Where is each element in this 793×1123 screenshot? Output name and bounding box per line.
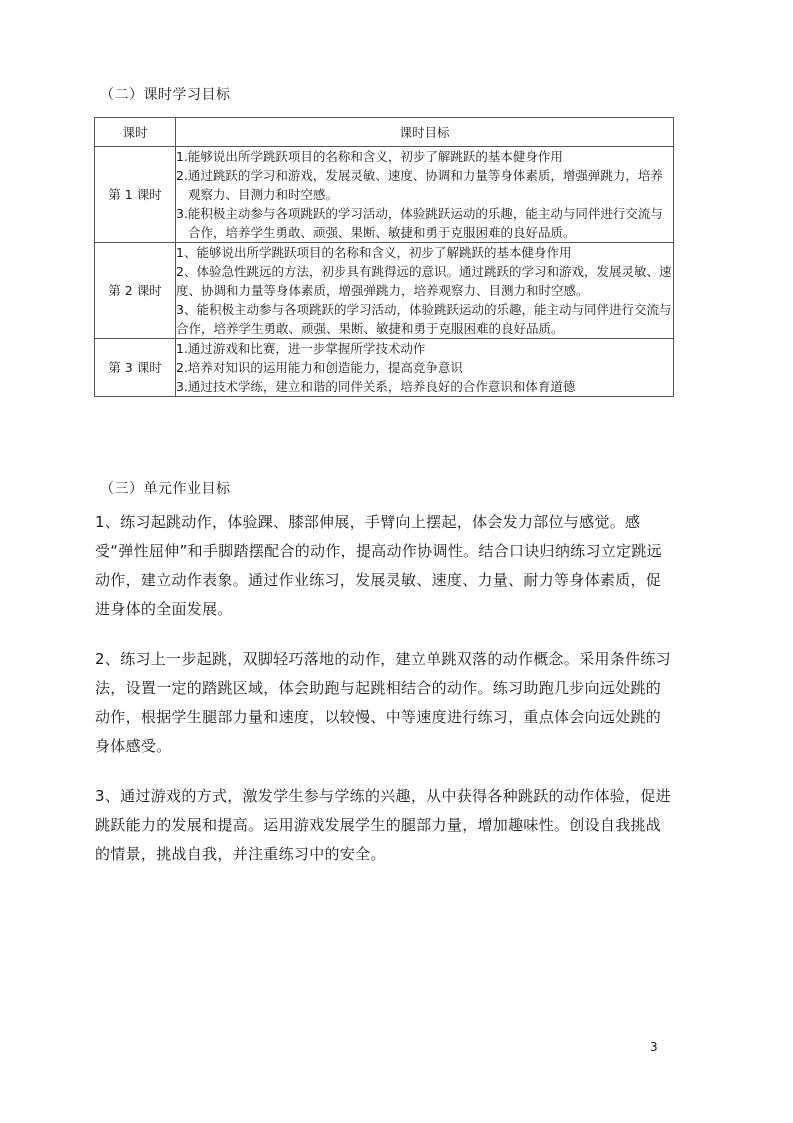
- section-title-homework-goals: （三）单元作业目标: [100, 481, 231, 497]
- goals-cell: [176, 147, 674, 243]
- goal-item: 1、能够说出所学跳跃项目的名称和含义，初步了解跳跃的基本健身作用: [176, 245, 572, 260]
- goal-item: 3.能积极主动参与各项跳跃的学习活动，体验跳跃运动的乐趣，能主动与同伴进行交流与合作，培养学生勇敢、顽强、果断、敏捷和勇于克服困难的良好品质。: [176, 206, 663, 240]
- goal-item: 2.通过跳跃的学习和游戏，发展灵敏、速度、协调和力量等身体素质，增强弹跳力，培养观察力、目测力和时空感。: [176, 168, 663, 202]
- lesson-cell: 第 2 课时: [95, 243, 176, 339]
- lesson-cell: 第 1 课时: [95, 147, 176, 243]
- goal-item: 1.能够说出所学跳跃项目的名称和含义，初步了解跳跃的基本健身作用: [176, 149, 563, 164]
- page-number: 3: [650, 1040, 658, 1054]
- header-goals: 课时目标: [176, 118, 674, 147]
- table-row: [95, 339, 674, 397]
- header-lesson: 课时: [95, 118, 176, 147]
- goal-item: 2、体验急性跳远的方法，初步具有跳得远的意识。通过跳跃的学习和游戏，发展灵敏、速度、协调和力量等身体素质，增强弹跳力，培养观察力、目测力和时空感。: [176, 264, 672, 298]
- lesson-goals-table: [94, 117, 674, 397]
- homework-goal-paragraph: 2、练习上一步起跳，双脚轻巧落地的动作，建立单跳双落的动作概念。采用条件练习法，设置一定的踏跳区域，体会助跑与起跳相结合的动作。练习助跑几步向远处跳的动作，根据学生腿部力量和速度，以较慢、中等速度进行练习，重点体会向远处跳的身体感受。: [95, 650, 671, 755]
- goal-item: 3.通过技术学练，建立和谐的同伴关系，培养良好的合作意识和体育道德: [176, 379, 576, 394]
- table-header-row: [95, 118, 674, 147]
- goals-cell: [176, 243, 674, 339]
- homework-goal-paragraph: 1、练习起跳动作，体验踝、膝部伸展，手臂向上摆起，体会发力部位与感觉。感受“弹性屈伸”和手脚踏摆配合的动作，提高动作协调性。结合口诀归纳练习立定跳远动作，建立动作表象。通过作业练习，发展灵敏、速度、力量、耐力等身体素质，促进身体的全面发展。: [95, 513, 662, 618]
- table-row: [95, 243, 674, 339]
- goal-item: 1.通过游戏和比赛，进一步掌握所学技术动作: [176, 341, 426, 356]
- goal-item: 2.培养对知识的运用能力和创造能力，提高竞争意识: [176, 360, 463, 375]
- section-title-lesson-goals: （二）课时学习目标: [100, 87, 231, 103]
- goals-cell: [176, 339, 674, 397]
- lesson-cell: 第 3 课时: [95, 339, 176, 397]
- homework-goal-paragraph: 3、通过游戏的方式，激发学生参与学练的兴趣，从中获得各种跳跃的动作体验，促进跳跃能力的发展和提高。运用游戏发展学生的腿部力量，增加趣味性。创设自我挑战的情景，挑战自我，并注重练习中的安全。: [95, 787, 671, 863]
- table-row: [95, 147, 674, 243]
- goal-item: 3、能积极主动参与各项跳跃的学习活动，体验跳跃运动的乐趣，能主动与同伴进行交流与合作，培养学生勇敢、顽强、果断、敏捷和勇于克服困难的良好品质。: [176, 302, 672, 336]
